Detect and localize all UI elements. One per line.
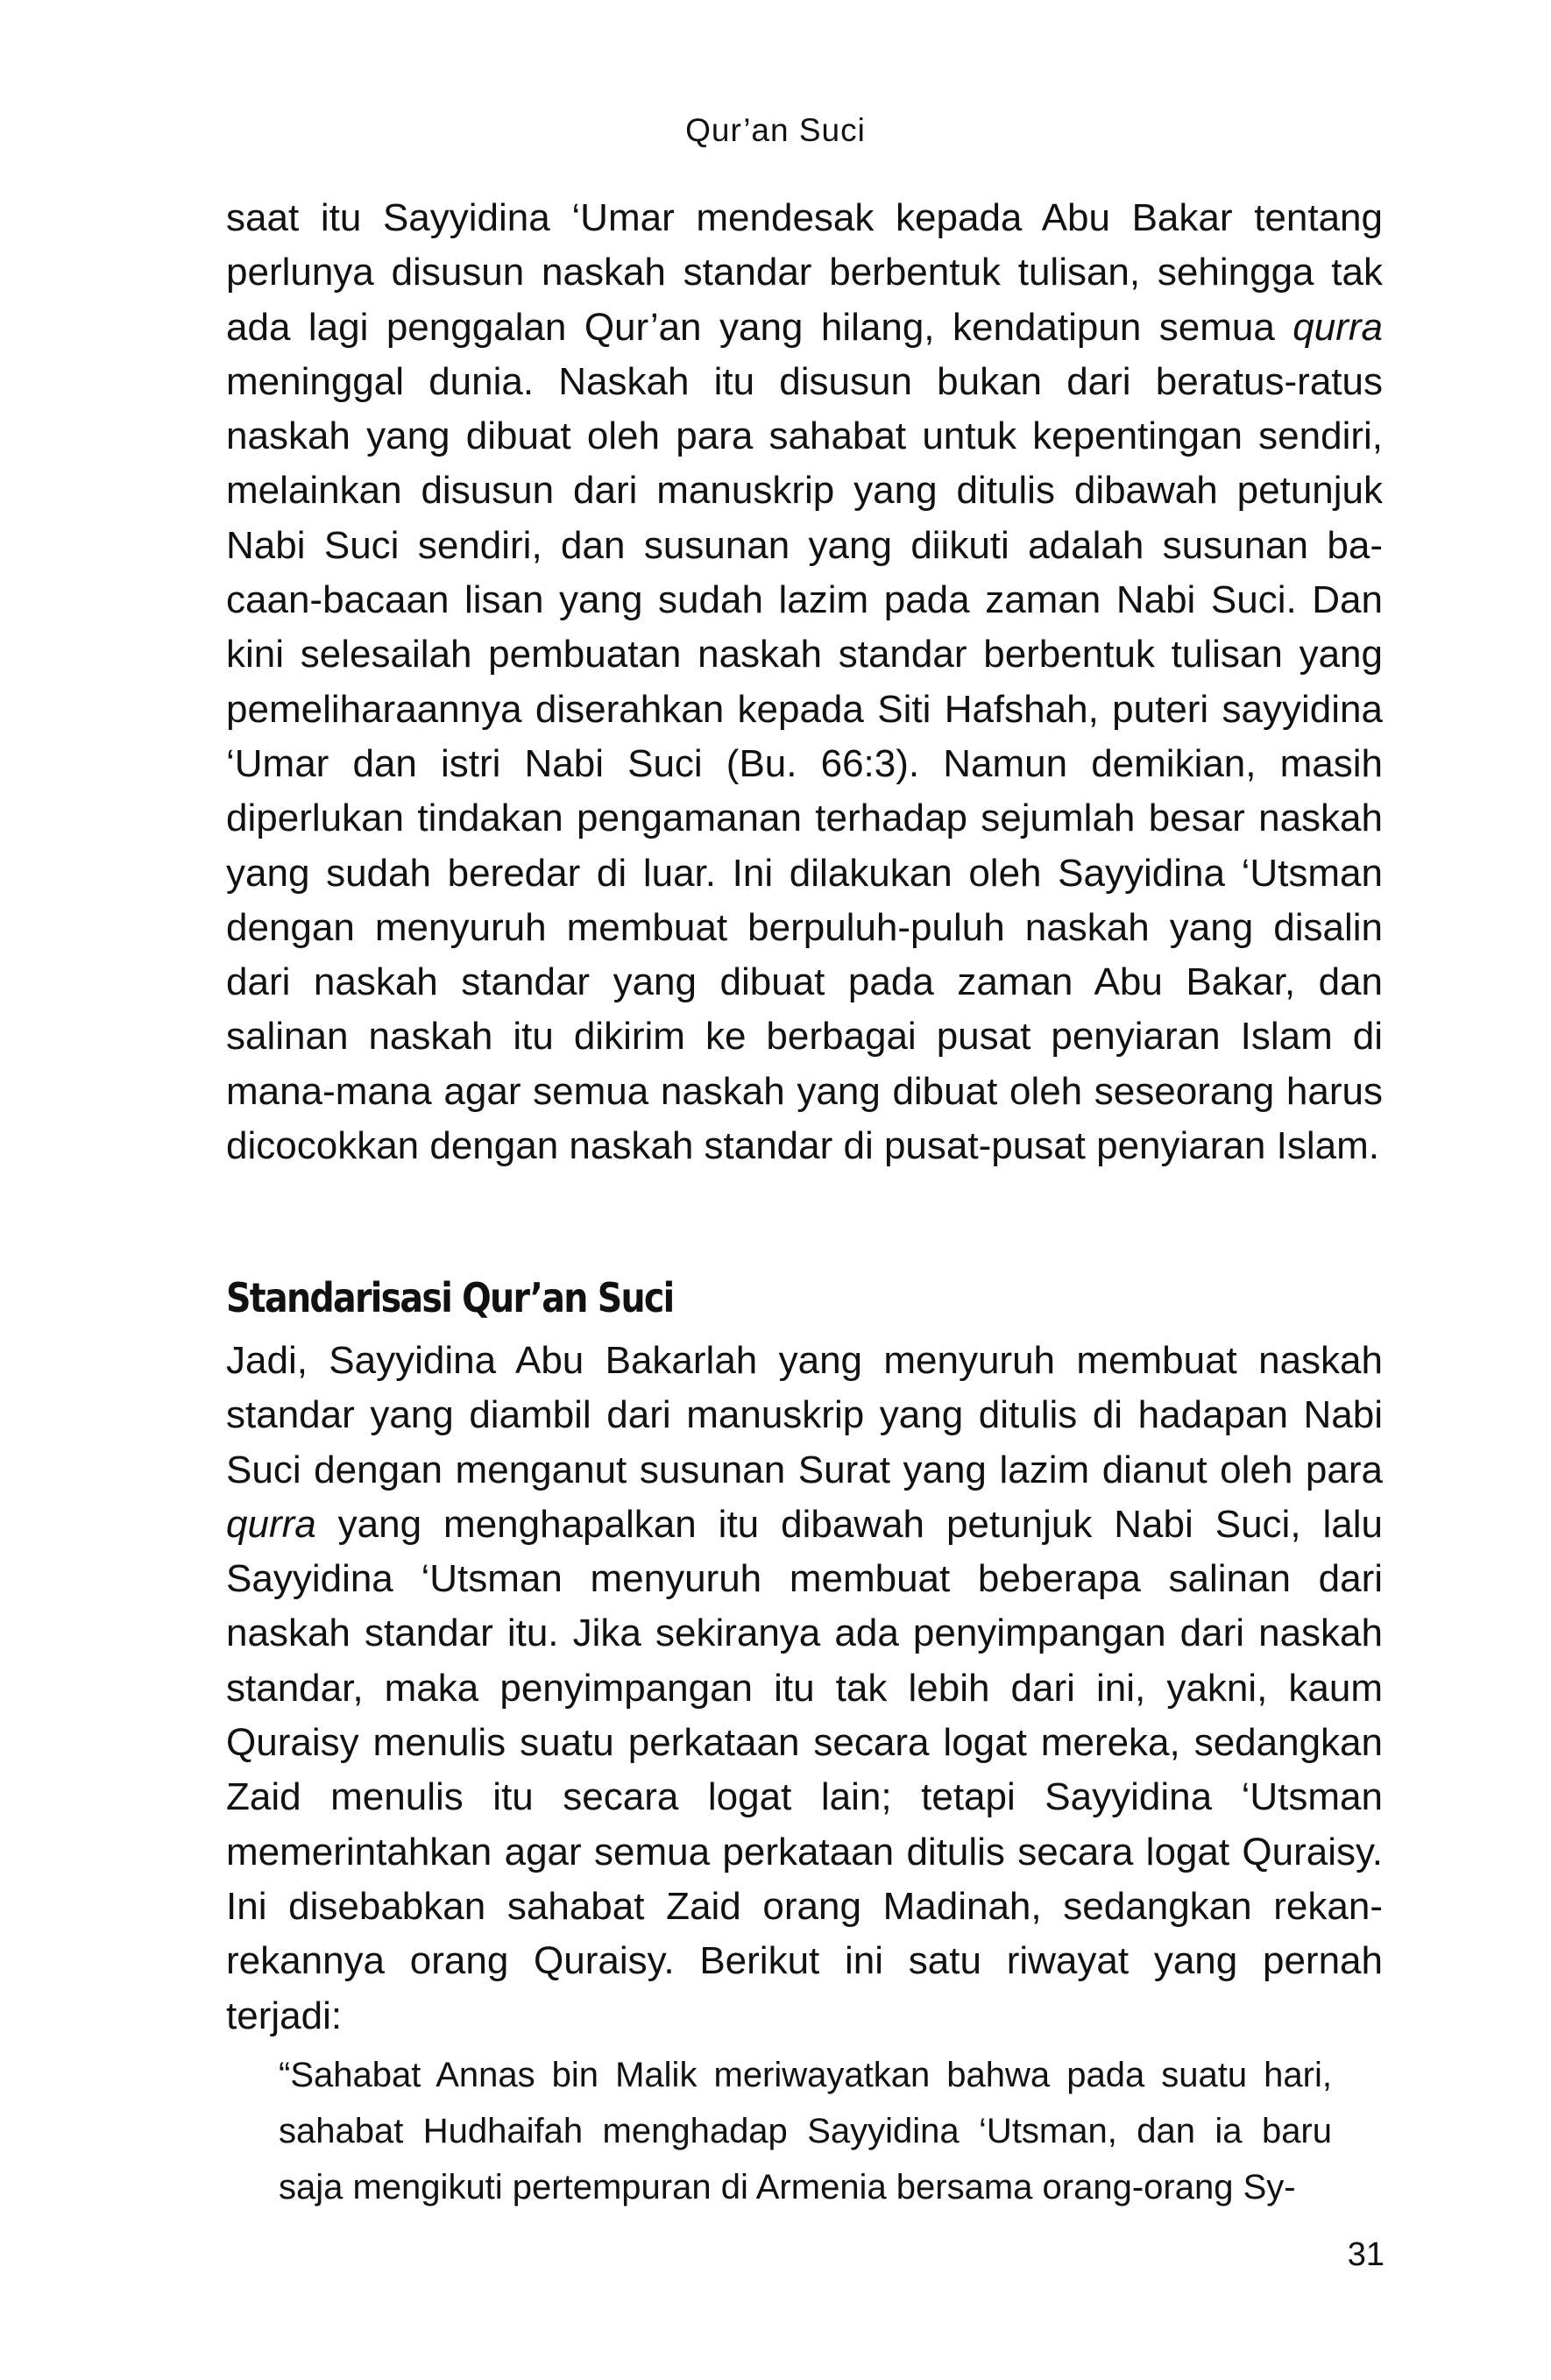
section-heading: Standarisasi Qur’an Suci xyxy=(226,1274,674,1321)
paragraph-text: meninggal dunia. Naskah itu disusun bukan dari beratus-ratus naskah yang dibuat oleh para sahabat untuk kepentingan sendiri, melainkan disusun dari manuskrip yang ditulis dibawah petunjuk Nabi Suci sendiri, dan susunan yang diikuti adalah susunan bacaan-bacaan lisan yang sudah lazim pada zaman Nabi Suci. Dan kini selesailah pembuatan naskah standar berbentuk tulisan yang pemeliharaannya diserahkan kepada Siti Hafshah, puteri sayyidina ‘Umar dan istri Nabi Suci (Bu. 66:3). Namun demikian, masih diperlukan tindakan pengamanan terhadap sejumlah besar naskah yang sudah beredar di luar. Ini dilakukan oleh Sayyidina ‘Utsman dengan menyuruh membuat berpuluh-puluh naskah yang disalin dari naskah standar yang dibuat pada zaman Abu Bakar, dan salinan naskah itu dikirim ke berbagai pusat penyiaran Islam di mana-mana agar semua naskah yang dibuat oleh seseorang harus dicocokkan dengan naskah standar di pusat-pusat penyiaran Islam. xyxy=(226,359,1383,1168)
paragraph-text: yang menghapalkan itu dibawah petunjuk Nabi Suci, lalu Sayyidina ‘Utsman menyuruh membuat beberapa salinan dari naskah standar itu. Jika sekiranya ada penyimpangan dari naskah standar, maka penyimpangan itu tak lebih dari ini, yakni, kaum Quraisy menulis suatu perkataan secara logat mereka, sedangkan Zaid menulis itu secara logat lain; tetapi Sayyidina ‘Utsman memerintahkan agar semua perkataan ditulis secara logat Quraisy. Ini disebabkan sahabat Zaid orang Madinah, sedangkan rekan-rekannya orang Quraisy. Berikut ini satu riwayat yang pernah terjadi: xyxy=(226,1502,1383,2037)
running-header: Qur’an Suci xyxy=(685,112,866,148)
paragraph-text: Jadi, Sayyidina Abu Bakarlah yang menyuruh membuat naskah standar yang diambil dari manuskrip yang ditulis di hadapan Nabi Suci dengan menganut susunan Surat yang lazim dianut oleh para xyxy=(226,1339,1383,1491)
paragraph-text: saat itu Sayyidina ‘Umar mendesak kepada Abu Bakar tentang perlunya disusun naskah standar berbentuk tulisan, sehingga tak ada lagi penggalan Qur’an yang hilang, kendatipun semua xyxy=(226,196,1383,349)
block-quote: “Sahabat Annas bin Malik meriwayatkan bahwa pada suatu hari, sahabat Hudhaifah menghadap Sayyidina ‘Utsman, dan ia baru saja mengikuti pertempuran di Armenia bersama orang-orang Sy- xyxy=(279,2056,1332,2206)
page-number: 31 xyxy=(1347,2236,1385,2273)
body-paragraph-2 xyxy=(226,1334,1383,2044)
italic-term: qurra xyxy=(1292,305,1383,349)
italic-term: qurra xyxy=(226,1502,316,1546)
body-paragraph-1 xyxy=(226,191,1383,1173)
